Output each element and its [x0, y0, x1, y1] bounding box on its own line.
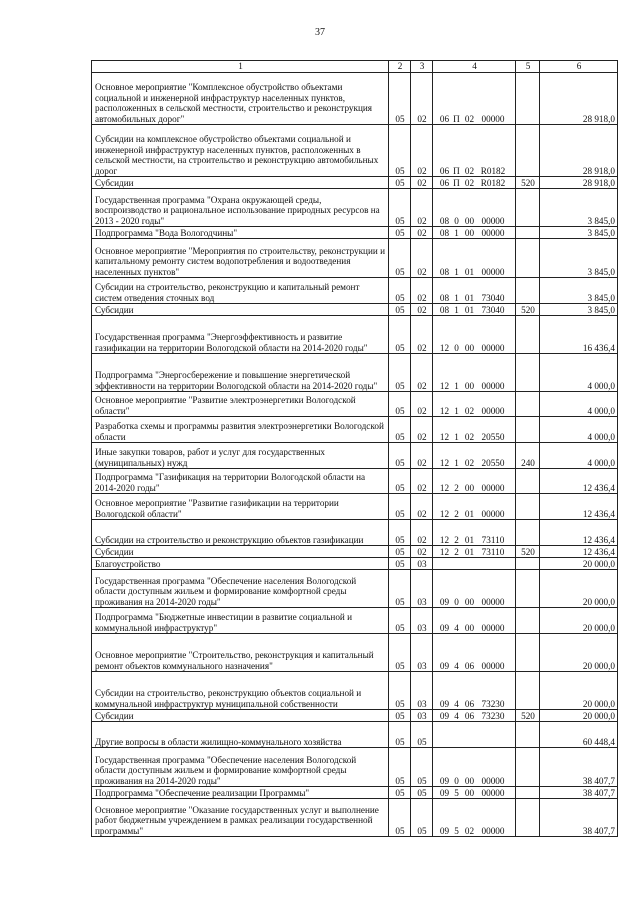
amount: 38 407,7 [540, 748, 618, 787]
target-article-part: 12 [439, 342, 450, 353]
amount: 20 000,0 [540, 608, 618, 634]
table-row [92, 558, 618, 570]
amount: 3 845,0 [540, 189, 618, 227]
section-code: 05 [389, 570, 411, 608]
table-row [92, 748, 618, 787]
table-row [92, 672, 618, 710]
target-article-code [433, 570, 516, 608]
amount: 20 000,0 [540, 672, 618, 710]
subsection-code: 02 [411, 304, 433, 316]
target-article-part: 1 [454, 380, 459, 391]
column-header: 2 [389, 61, 411, 73]
section-code: 05 [389, 443, 411, 469]
target-article-part: 02 [464, 113, 475, 124]
row-name: Государственная программа "Обеспечение населения Вологодской области доступным жильем и формирование комфортной среды проживания на 2014-2020 годы" [92, 570, 389, 608]
column-header: 1 [92, 61, 389, 73]
table-row [92, 73, 618, 125]
target-article-part: 08 [439, 292, 450, 303]
amount: 12 436,4 [540, 494, 618, 520]
target-article-code [433, 392, 516, 417]
target-article-part: 02 [464, 457, 475, 468]
expense-type-code [516, 494, 540, 520]
table-row [92, 189, 618, 227]
target-article-part: 01 [464, 534, 475, 545]
expense-type-code: 520 [516, 710, 540, 722]
subsection-code: 03 [411, 710, 433, 722]
target-article-part: 00000 [481, 825, 505, 836]
target-article-part: 12 [439, 534, 450, 545]
target-article-code [433, 672, 516, 710]
expense-type-code [516, 722, 540, 748]
expense-type-code: 520 [516, 546, 540, 558]
target-article-code [433, 558, 516, 570]
target-article-part: 2 [454, 508, 459, 519]
section-code: 05 [389, 748, 411, 787]
expense-type-code [516, 417, 540, 443]
column-header: 3 [411, 61, 433, 73]
target-article-part: 00 [464, 596, 475, 607]
expense-type-code [516, 469, 540, 494]
section-code: 05 [389, 354, 411, 392]
expense-type-code [516, 520, 540, 546]
amount: 38 407,7 [540, 787, 618, 799]
section-code: 05 [389, 227, 411, 239]
target-article-part: 00 [464, 482, 475, 493]
row-name: Другие вопросы в области жилищно-коммунального хозяйства [92, 722, 389, 748]
amount: 28 918,0 [540, 125, 618, 177]
target-article-part: 12 [439, 405, 450, 416]
section-code: 05 [389, 239, 411, 278]
target-article-part: 73040 [481, 292, 505, 303]
expense-type-code: 240 [516, 443, 540, 469]
target-article-part: 0 [454, 596, 459, 607]
row-name: Основное мероприятие "Строительство, реконструкция и капитальный ремонт объектов коммунального назначения" [92, 634, 389, 672]
target-article-code [433, 417, 516, 443]
section-code: 05 [389, 520, 411, 546]
expense-type-code [516, 278, 540, 304]
section-code: 05 [389, 722, 411, 748]
expense-type-code [516, 239, 540, 278]
target-article-part: 00 [464, 775, 475, 786]
target-article-part: 02 [464, 825, 475, 836]
row-name: Иные закупки товаров, работ и услуг для государственных (муниципальных) нужд [92, 443, 389, 469]
target-article-part: 2 [454, 546, 459, 557]
expense-type-code [516, 570, 540, 608]
table-row [92, 316, 618, 354]
target-article-part: 09 [439, 622, 450, 633]
target-article-part: 00000 [481, 380, 505, 391]
target-article-part: 02 [464, 431, 475, 442]
target-article-part: 08 [439, 304, 450, 315]
expense-type-code [516, 316, 540, 354]
table-row [92, 354, 618, 392]
amount: 60 448,4 [540, 722, 618, 748]
row-name: Основное мероприятие "Развитие газификации на территории Вологодской области" [92, 494, 389, 520]
row-name: Субсидии на строительство, реконструкцию и капитальный ремонт систем отведения сточных вод [92, 278, 389, 304]
row-name: Подпрограмма "Обеспечение реализации Программы" [92, 787, 389, 799]
amount: 20 000,0 [540, 570, 618, 608]
target-article-part: 20550 [481, 457, 505, 468]
amount: 3 845,0 [540, 227, 618, 239]
row-name: Государственная программа "Обеспечение населения Вологодской области доступным жильем и формирование комфортной среды проживания на 2014-2020 годы" [92, 748, 389, 787]
subsection-code: 03 [411, 558, 433, 570]
target-article-part: 0 [454, 215, 459, 226]
subsection-code: 02 [411, 177, 433, 189]
target-article-part: 00000 [481, 622, 505, 633]
table-row [92, 608, 618, 634]
expense-type-code [516, 634, 540, 672]
target-article-code [433, 443, 516, 469]
expense-type-code [516, 354, 540, 392]
target-article-part: 00000 [481, 508, 505, 519]
target-article-part: 02 [464, 165, 475, 176]
row-name: Субсидии [92, 177, 389, 189]
target-article-part: 09 [439, 787, 450, 798]
target-article-part: 06 [439, 113, 450, 124]
expense-type-code [516, 125, 540, 177]
table-row [92, 634, 618, 672]
target-article-code [433, 787, 516, 799]
target-article-part: R0182 [480, 165, 506, 176]
table-row [92, 546, 618, 558]
target-article-part: 73110 [481, 546, 505, 557]
target-article-code [433, 520, 516, 546]
expense-type-code [516, 672, 540, 710]
target-article-part: 2 [454, 482, 459, 493]
target-article-part: 08 [439, 227, 450, 238]
target-article-part: 01 [464, 546, 475, 557]
column-number-row [92, 61, 618, 73]
target-article-part: 01 [464, 292, 475, 303]
target-article-code [433, 799, 516, 837]
section-code: 05 [389, 125, 411, 177]
amount: 4 000,0 [540, 354, 618, 392]
target-article-part: 00000 [481, 113, 505, 124]
row-name: Субсидии на комплексное обустройство объектами социальной и инженерной инфраструктур населенных пунктов, расположенных в сельской местности, на строительство и реконструкцию автомобильных дорог [92, 125, 389, 177]
amount: 3 845,0 [540, 304, 618, 316]
expense-type-code [516, 392, 540, 417]
target-article-part: 1 [454, 227, 459, 238]
amount: 3 845,0 [540, 239, 618, 278]
expense-type-code [516, 73, 540, 125]
target-article-part: 1 [454, 405, 459, 416]
amount: 28 918,0 [540, 73, 618, 125]
expense-type-code [516, 787, 540, 799]
section-code: 05 [389, 469, 411, 494]
target-article-part: 08 [439, 215, 450, 226]
target-article-part: 00000 [481, 787, 505, 798]
target-article-part: 09 [439, 710, 450, 721]
target-article-part: 00000 [481, 227, 505, 238]
subsection-code: 03 [411, 570, 433, 608]
target-article-part: 09 [439, 660, 450, 671]
target-article-part: 12 [439, 546, 450, 557]
table-row [92, 494, 618, 520]
row-name: Субсидии на строительство и реконструкцию объектов газификации [92, 520, 389, 546]
expense-type-code [516, 608, 540, 634]
section-code: 05 [389, 558, 411, 570]
section-code: 05 [389, 177, 411, 189]
target-article-part: 00000 [481, 482, 505, 493]
target-article-part: 73230 [481, 698, 505, 709]
target-article-code [433, 634, 516, 672]
section-code: 05 [389, 710, 411, 722]
amount: 38 407,7 [540, 799, 618, 837]
target-article-part: 06 [464, 660, 475, 671]
target-article-part: 06 [439, 165, 450, 176]
target-article-code [433, 125, 516, 177]
target-article-part: 73040 [481, 304, 505, 315]
target-article-code [433, 239, 516, 278]
subsection-code: 02 [411, 546, 433, 558]
target-article-code [433, 316, 516, 354]
expense-type-code [516, 748, 540, 787]
row-name: Подпрограмма "Вода Вологодчины" [92, 227, 389, 239]
target-article-code [433, 469, 516, 494]
table-row [92, 469, 618, 494]
subsection-code: 05 [411, 722, 433, 748]
target-article-part: 1 [454, 292, 459, 303]
expense-type-code: 520 [516, 304, 540, 316]
table-row [92, 722, 618, 748]
target-article-part: 01 [464, 508, 475, 519]
table-row [92, 570, 618, 608]
target-article-part: 00000 [481, 266, 505, 277]
target-article-part: 20550 [481, 431, 505, 442]
target-article-part: 09 [439, 825, 450, 836]
row-name: Основное мероприятие "Оказание государственных услуг и выполнение работ бюджетным учреждением в рамках реализации государственной программы" [92, 799, 389, 837]
amount: 12 436,4 [540, 520, 618, 546]
row-name: Подпрограмма "Бюджетные инвестиции в развитие социальной и коммунальной инфраструктур" [92, 608, 389, 634]
amount: 4 000,0 [540, 392, 618, 417]
target-article-part: 00 [464, 787, 475, 798]
target-article-part: 73230 [481, 710, 505, 721]
target-article-code [433, 748, 516, 787]
target-article-part: 06 [464, 710, 475, 721]
amount: 16 436,4 [540, 316, 618, 354]
row-name: Субсидии [92, 546, 389, 558]
target-article-part: 01 [464, 266, 475, 277]
row-name: Разработка схемы и программы развития электроэнергетики Вологодской области [92, 417, 389, 443]
table-row [92, 177, 618, 189]
subsection-code: 05 [411, 787, 433, 799]
target-article-part: 12 [439, 482, 450, 493]
target-article-code [433, 546, 516, 558]
target-article-part: 00000 [481, 342, 505, 353]
target-article-code [433, 494, 516, 520]
section-code: 05 [389, 304, 411, 316]
target-article-code [433, 227, 516, 239]
target-article-code [433, 722, 516, 748]
table-row [92, 710, 618, 722]
target-article-part: 0 [454, 342, 459, 353]
subsection-code: 02 [411, 316, 433, 354]
row-name: Подпрограмма "Энергосбережение и повышение энергетической эффективности на территории Вологодской области на 2014-2020 годы" [92, 354, 389, 392]
table-row [92, 239, 618, 278]
row-name: Подпрограмма "Газификация на территории Вологодской области на 2014-2020 годы" [92, 469, 389, 494]
target-article-part: 1 [454, 431, 459, 442]
target-article-part: 12 [439, 457, 450, 468]
target-article-part: 5 [454, 787, 459, 798]
section-code: 05 [389, 417, 411, 443]
target-article-part: 4 [454, 698, 459, 709]
target-article-code [433, 608, 516, 634]
target-article-part: 12 [439, 431, 450, 442]
target-article-part: П [453, 165, 460, 176]
section-code: 05 [389, 672, 411, 710]
target-article-part: 1 [454, 266, 459, 277]
row-name: Субсидии на строительство, реконструкцию объектов социальной и коммунальной инфраструктур муниципальной собственности [92, 672, 389, 710]
subsection-code: 02 [411, 392, 433, 417]
target-article-code [433, 73, 516, 125]
target-article-part: 4 [454, 660, 459, 671]
target-article-part: П [453, 113, 460, 124]
row-name: Основное мероприятие "Развитие электроэнергетики Вологодской области" [92, 392, 389, 417]
target-article-part: 06 [464, 698, 475, 709]
target-article-part: 12 [439, 508, 450, 519]
target-article-code [433, 278, 516, 304]
subsection-code: 05 [411, 799, 433, 837]
table-row [92, 125, 618, 177]
amount: 28 918,0 [540, 177, 618, 189]
table-row [92, 443, 618, 469]
amount: 20 000,0 [540, 710, 618, 722]
row-name: Основное мероприятие "Мероприятия по строительству, реконструкции и капитальному ремонту систем водопотребления и водоотведения населенных пунктов" [92, 239, 389, 278]
target-article-part: 00 [464, 380, 475, 391]
row-name: Благоустройство [92, 558, 389, 570]
target-article-part: 00000 [481, 775, 505, 786]
target-article-part: 00 [464, 215, 475, 226]
amount: 20 000,0 [540, 634, 618, 672]
target-article-part: 02 [464, 405, 475, 416]
target-article-code [433, 710, 516, 722]
subsection-code: 05 [411, 748, 433, 787]
section-code: 05 [389, 634, 411, 672]
row-name: Основное мероприятие "Комплексное обустройство объектами социальной и инженерной инфраструктур населенных пунктов, расположенных в сельской местности, строительство и реконструкция автомобильных дорог" [92, 73, 389, 125]
subsection-code: 02 [411, 227, 433, 239]
target-article-part: 09 [439, 775, 450, 786]
target-article-part: 02 [464, 177, 475, 188]
table-row [92, 278, 618, 304]
target-article-part: 00 [464, 622, 475, 633]
amount: 20 000,0 [540, 558, 618, 570]
section-code: 05 [389, 608, 411, 634]
target-article-part: П [453, 177, 460, 188]
column-header: 4 [433, 61, 516, 73]
target-article-part: 4 [454, 710, 459, 721]
subsection-code: 03 [411, 672, 433, 710]
amount: 3 845,0 [540, 278, 618, 304]
target-article-part: 00000 [481, 405, 505, 416]
subsection-code: 02 [411, 354, 433, 392]
table-row [92, 787, 618, 799]
table-row [92, 417, 618, 443]
section-code: 05 [389, 546, 411, 558]
subsection-code: 03 [411, 608, 433, 634]
row-name: Субсидии [92, 304, 389, 316]
row-name: Субсидии [92, 710, 389, 722]
column-header: 6 [540, 61, 618, 73]
section-code: 05 [389, 73, 411, 125]
table-row [92, 392, 618, 417]
subsection-code: 02 [411, 125, 433, 177]
subsection-code: 02 [411, 494, 433, 520]
table-row [92, 520, 618, 546]
amount: 12 436,4 [540, 546, 618, 558]
target-article-part: 09 [439, 596, 450, 607]
table-row [92, 227, 618, 239]
target-article-part: 00 [464, 227, 475, 238]
target-article-part: 0 [454, 775, 459, 786]
row-name: Государственная программа "Энергоэффективность и развитие газификации на территории Вологодской области на 2014-2020 годы" [92, 316, 389, 354]
target-article-part: 00000 [481, 660, 505, 671]
section-code: 05 [389, 278, 411, 304]
target-article-part: R0182 [480, 177, 506, 188]
expense-type-code [516, 558, 540, 570]
target-article-part: 00000 [481, 596, 505, 607]
section-code: 05 [389, 494, 411, 520]
target-article-part: 5 [454, 825, 459, 836]
page-number: 37 [315, 27, 325, 38]
target-article-part: 09 [439, 698, 450, 709]
amount: 4 000,0 [540, 443, 618, 469]
target-article-part: 01 [464, 304, 475, 315]
target-article-part: 00000 [481, 215, 505, 226]
section-code: 05 [389, 189, 411, 227]
section-code: 05 [389, 799, 411, 837]
subsection-code: 02 [411, 189, 433, 227]
subsection-code: 02 [411, 278, 433, 304]
target-article-code [433, 354, 516, 392]
target-article-code [433, 304, 516, 316]
subsection-code: 02 [411, 469, 433, 494]
table-row [92, 304, 618, 316]
target-article-part: 73110 [481, 534, 505, 545]
amount: 4 000,0 [540, 417, 618, 443]
target-article-part: 1 [454, 457, 459, 468]
section-code: 05 [389, 316, 411, 354]
target-article-code [433, 189, 516, 227]
target-article-part: 12 [439, 380, 450, 391]
expense-type-code: 520 [516, 177, 540, 189]
target-article-part: 08 [439, 266, 450, 277]
table-row [92, 799, 618, 837]
target-article-code [433, 177, 516, 189]
section-code: 05 [389, 392, 411, 417]
subsection-code: 03 [411, 634, 433, 672]
target-article-part: 06 [439, 177, 450, 188]
amount: 12 436,4 [540, 469, 618, 494]
expense-type-code [516, 227, 540, 239]
subsection-code: 02 [411, 73, 433, 125]
row-name: Государственная программа "Охрана окружающей среды, воспроизводство и рациональное использование природных ресурсов на 2013 - 2020 годы" [92, 189, 389, 227]
expense-type-code [516, 799, 540, 837]
target-article-part: 4 [454, 622, 459, 633]
subsection-code: 02 [411, 239, 433, 278]
target-article-part: 00 [464, 342, 475, 353]
subsection-code: 02 [411, 520, 433, 546]
column-header: 5 [516, 61, 540, 73]
target-article-part: 2 [454, 534, 459, 545]
subsection-code: 02 [411, 417, 433, 443]
subsection-code: 02 [411, 443, 433, 469]
budget-table [91, 60, 618, 837]
section-code: 05 [389, 787, 411, 799]
target-article-part: 1 [454, 304, 459, 315]
expense-type-code [516, 189, 540, 227]
